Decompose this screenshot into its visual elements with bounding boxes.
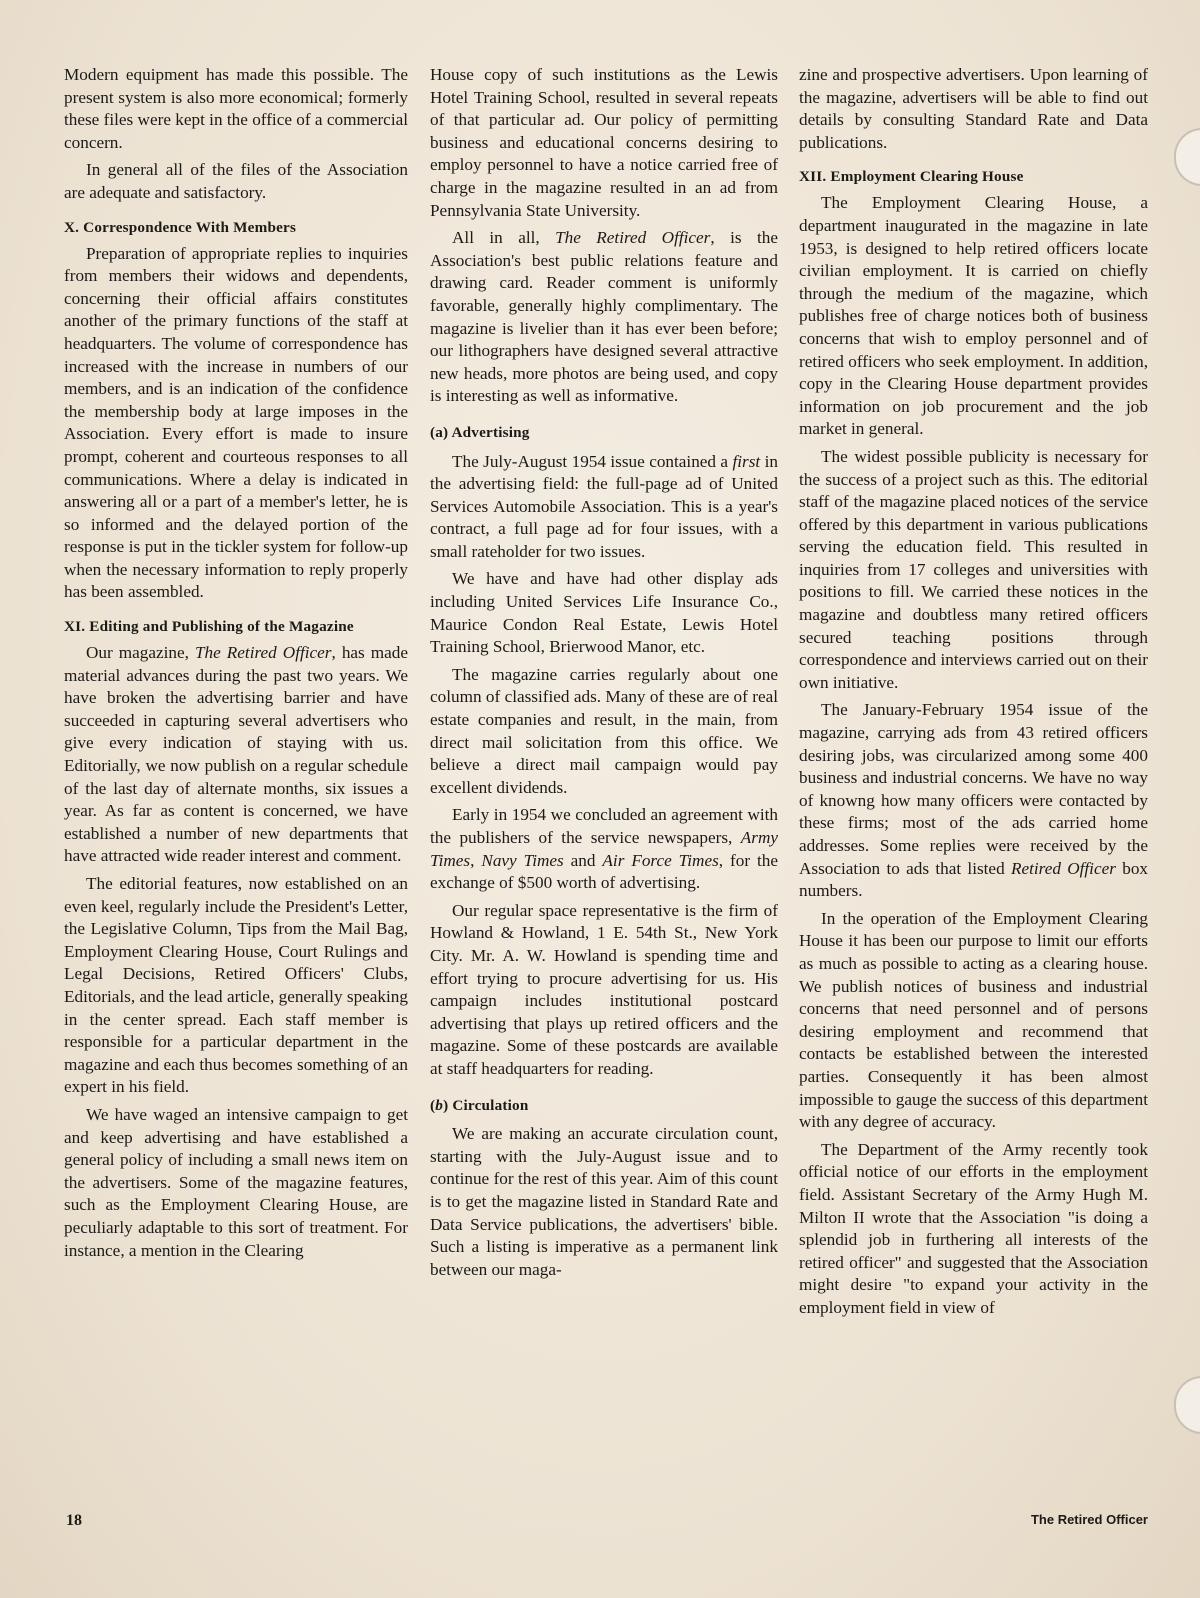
paragraph: The Department of the Army recently took official notice of our efforts in the employment field. Assistant Secretary of the Army Hugh M. Milton II wrote that the Association "is doing a splendid job in furthering all interests of the retired officer" and suggested that the Association might desire "to expand your activity in the employment field in view of (799, 1139, 1148, 1317)
paragraph: We have waged an intensive campaign to get and keep advertising and have established a general policy of including a small news item on the advertisers. Some of the magazine features, such as the Employment Clearing House, are peculiarly adaptable to this sort of treatment. For instance, a mention in the Clearing (64, 1104, 408, 1260)
paragraph: In the operation of the Employment Clearing House it has been our purpose to limit our efforts as much as possible to acting as a clearing house. We publish notices of business and industrial concerns that need personnel and of persons desiring employment and recommend that contacts be established between the interested parties. Consequently it has been almost impossible to gauge the success of this department with any degree of accuracy. (799, 908, 1148, 1132)
section-heading-x: X. Correspondence With Members (64, 218, 297, 236)
paragraph: Our regular space representative is the firm of Howland & Howland, 1 E. 54th St., New York City. Mr. A. W. Howland is spending time and effort trying to procure advertising for us. His campaign includes institutional postcard advertising that plays up retired officers and the magazine. Some of these postcards are available at staff headquarters for reading. (430, 900, 778, 1078)
paragraph: House copy of such institutions as the Lewis Hotel Training School, resulted in several repeats of that particular ad. Our policy of permitting business and educational concerns desiring to employ personnel to have a notice carried free of charge in the magazine resulted in an ad from Pennsylvania State University. (430, 65, 778, 220)
paragraph: All in all, The Retired Officer, is the Association's best public relations feature and drawing card. Reader comment is uniformly favorable, generally highly complimentary. The magazine is livelier than it has ever been before; our lithographers have designed several attractive new heads, more photos are being used, and copy is interesting as well as informative. (430, 228, 778, 406)
paragraph: zine and prospective advertisers. Upon learning of the magazine, advertisers will be able to find out details by consulting Standard Rate and Data publications. (799, 65, 1148, 152)
paragraph: Preparation of appropriate replies to inquiries from members their widows and dependents, concerning their official affairs constitutes another of the primary functions of the staff at headquarters. The volume of correspondence has increased with the increase in numbers of our members, and is an indication of the confidence the membership body at large imposes in the Association. Every effort is made to insure prompt, coherent and courteous responses to all communications. Where a delay is indicated in answering all or a part of a member's letter, he is so informed and the delayed portion of the response is put in the tickler system for follow-up when the necessary information to reply properly has been assembled. (64, 243, 408, 602)
punch-hole (1174, 128, 1200, 186)
subsection-heading-circulation: (b) Circulation (430, 1096, 529, 1114)
paragraph: In general all of the files of the Association are adequate and satisfactory. (64, 160, 408, 202)
paragraph: We have and have had other display ads including United Services Life Insurance Co., Maurice Condon Real Estate, Lewis Hotel Training School, Brierwood Manor, etc. (430, 569, 778, 657)
paragraph: The magazine carries regularly about one column of classified ads. Many of these are of real estate companies and result, in the main, from direct mail solicitation from this office. We believe a direct mail campaign would pay excellent dividends. (430, 664, 778, 797)
paragraph: Modern equipment has made this possible. The present system is also more economical; formerly these files were kept in the office of a commercial concern. (64, 65, 408, 152)
magazine-title: The Retired Officer (194, 643, 332, 663)
paragraph: The widest possible publicity is necessary for the success of a project such as this. The editorial staff of the magazine placed notices of the service offered by this department in various publications serving the education field. This resulted in inquiries from 17 colleges and universities with positions to fill. We carried these notices in the magazine and doubtless many retired officers secured teaching positions through correspondence and interviews carried out on their own initiative. (799, 446, 1148, 692)
paragraph: Our magazine, The Retired Officer, has made material advances during the past two years. We have broken the advertising barrier and have succeeded in capturing several advertisers who give every indication of staying with us. Editorially, we now publish on a regular schedule of the last day of alternate months, six issues a year. As far as content is concerned, we have established a number of new departments that have attracted wide reader interest and comment. (64, 643, 409, 866)
publication-name: The Retired Officer (1030, 1512, 1148, 1527)
magazine-title: The Retired Officer (555, 228, 711, 248)
paragraph: The Employment Clearing House, a department inaugurated in the magazine in late 1953, is designed to help retired officers locate civilian employment. It is carried on chiefly through the medium of the magazine, which publishes free of charge notices both of business concerns that wish to employ personnel and of retired officers who seek employment. In addition, copy in the Clearing House department provides information on job procurement and the job market in general. (799, 193, 1148, 439)
section-heading-xi: XI. Editing and Publishing of the Magazine (64, 618, 354, 636)
paragraph: The editorial features, now established on an even keel, regularly include the President's Letter, the Legislative Column, Tips from the Mail Bag, Employment Clearing House, Court Rulings and Legal Decisions, Retired Officers' Clubs, Editorials, and the lead article, generally speaking in the center spread. Each staff member is responsible for a particular department in the magazine and each thus becomes something of an expert in his field. (64, 874, 408, 1097)
paragraph: We are making an accurate circulation count, starting with the July-August issue and to continue for the rest of this year. Aim of this count is to get the magazine listed in Standard Rate and Data Service publications, the advertisers' bible. Such a listing is imperative as a permanent link between our maga- (430, 1124, 778, 1279)
section-heading-xii: XII. Employment Clearing House (799, 168, 1024, 186)
column-1 (64, 64, 408, 1262)
column-2 (430, 64, 778, 1281)
page-number: 18 (66, 1512, 82, 1529)
punch-hole (1174, 1376, 1200, 1434)
paragraph: The July-August 1954 issue contained a first in the advertising field: the full-page ad of United Services Automobile Association. This is a year's contract, a full page ad for four issues, with a small rateholder for two issues. (430, 451, 778, 561)
paragraph: Early in 1954 we concluded an agreement with the publishers of the service newspapers, Army Times, Navy Times and Air Force Times, for the exchange of $500 worth of advertising. (430, 805, 778, 893)
column-3 (799, 64, 1148, 1319)
subsection-heading-advertising: (a) Advertising (430, 423, 530, 441)
paragraph: The January-February 1954 issue of the magazine, carrying ads from 43 retired officers desiring jobs, was circularized among some 400 business and industrial concerns. We have no way of knowng how many officers were contacted by these firms; most of the ads carried home addresses. Some replies were received by the Association to ads that listed Retired Officer box numbers. (799, 700, 1149, 901)
